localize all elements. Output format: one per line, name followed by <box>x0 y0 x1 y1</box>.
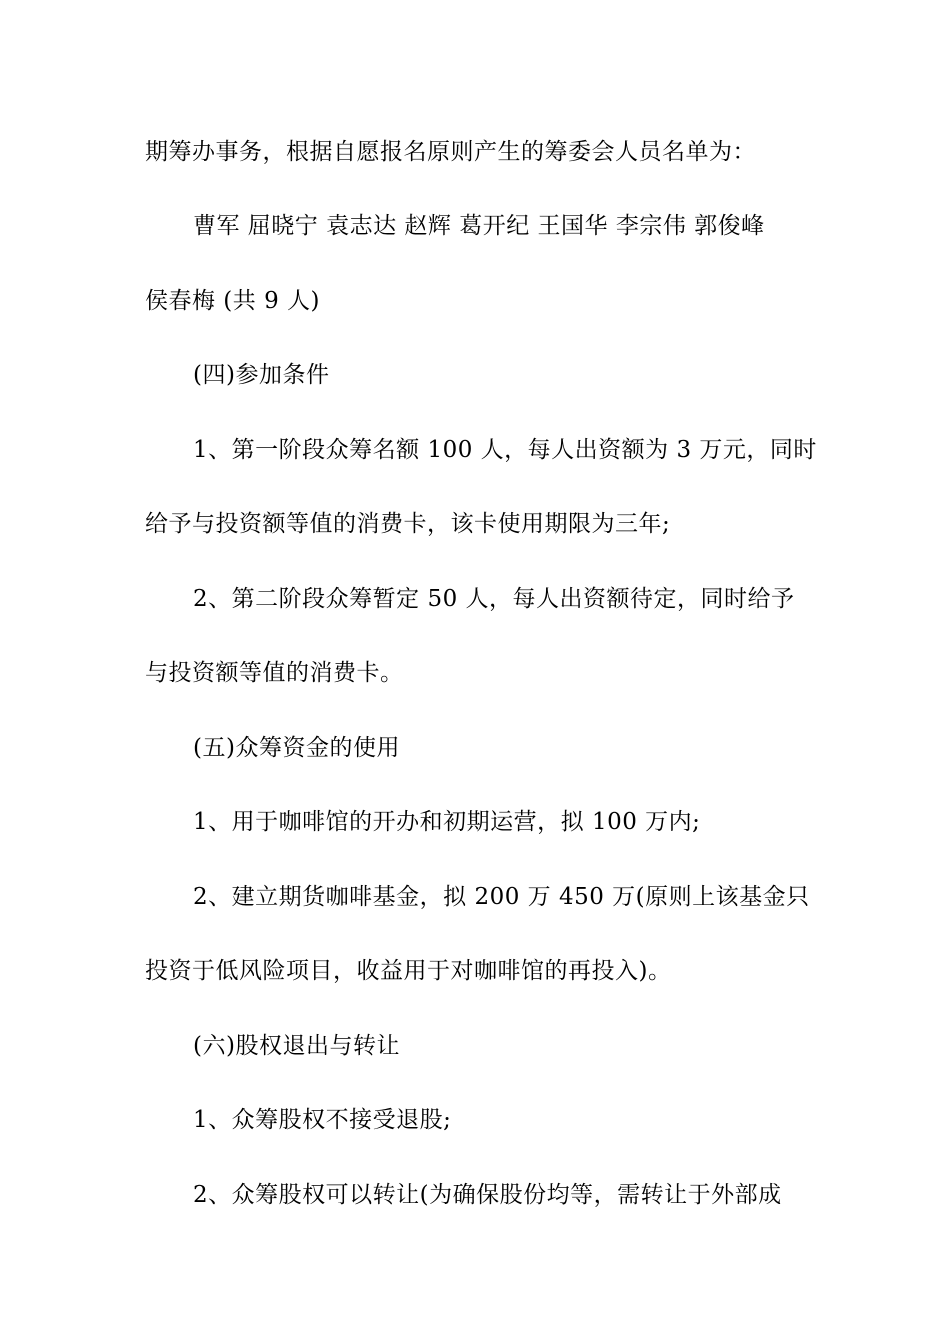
text-line-10: 1、用于咖啡馆的开办和初期运营，拟 100 万内; <box>193 809 701 835</box>
text-line-8: 与投资额等值的消费卡。 <box>145 660 404 686</box>
section-heading-4: (四)参加条件 <box>193 362 330 388</box>
text-line-5: 1、第一阶段众筹名额 100 人，每人出资额为 3 万元，同时 <box>193 437 817 463</box>
section-heading-6: (六)股权退出与转让 <box>193 1033 400 1059</box>
text-line-12: 投资于低风险项目，收益用于对咖啡馆的再投入)。 <box>145 958 672 984</box>
text-line-14: 1、众筹股权不接受退股; <box>193 1107 452 1133</box>
text-line-7: 2、第二阶段众筹暂定 50 人，每人出资额待定，同时给予 <box>193 586 795 612</box>
text-line-6: 给予与投资额等值的消费卡，该卡使用期限为三年; <box>145 511 671 537</box>
text-line-15: 2、众筹股权可以转让(为确保股份均等，需转让于外部成 <box>193 1182 782 1208</box>
text-line-11: 2、建立期货咖啡基金，拟 200 万 450 万(原则上该基金只 <box>193 884 810 910</box>
text-line-1: 期筹办事务，根据自愿报名原则产生的筹委会人员名单为： <box>145 139 756 165</box>
section-heading-5: (五)众筹资金的使用 <box>193 735 400 761</box>
text-line-3: 侯春梅 (共 9 人) <box>145 288 321 314</box>
text-line-2: 曹军 屈晓宁 袁志达 赵辉 葛开纪 王国华 李宗伟 郭俊峰 <box>193 213 765 239</box>
